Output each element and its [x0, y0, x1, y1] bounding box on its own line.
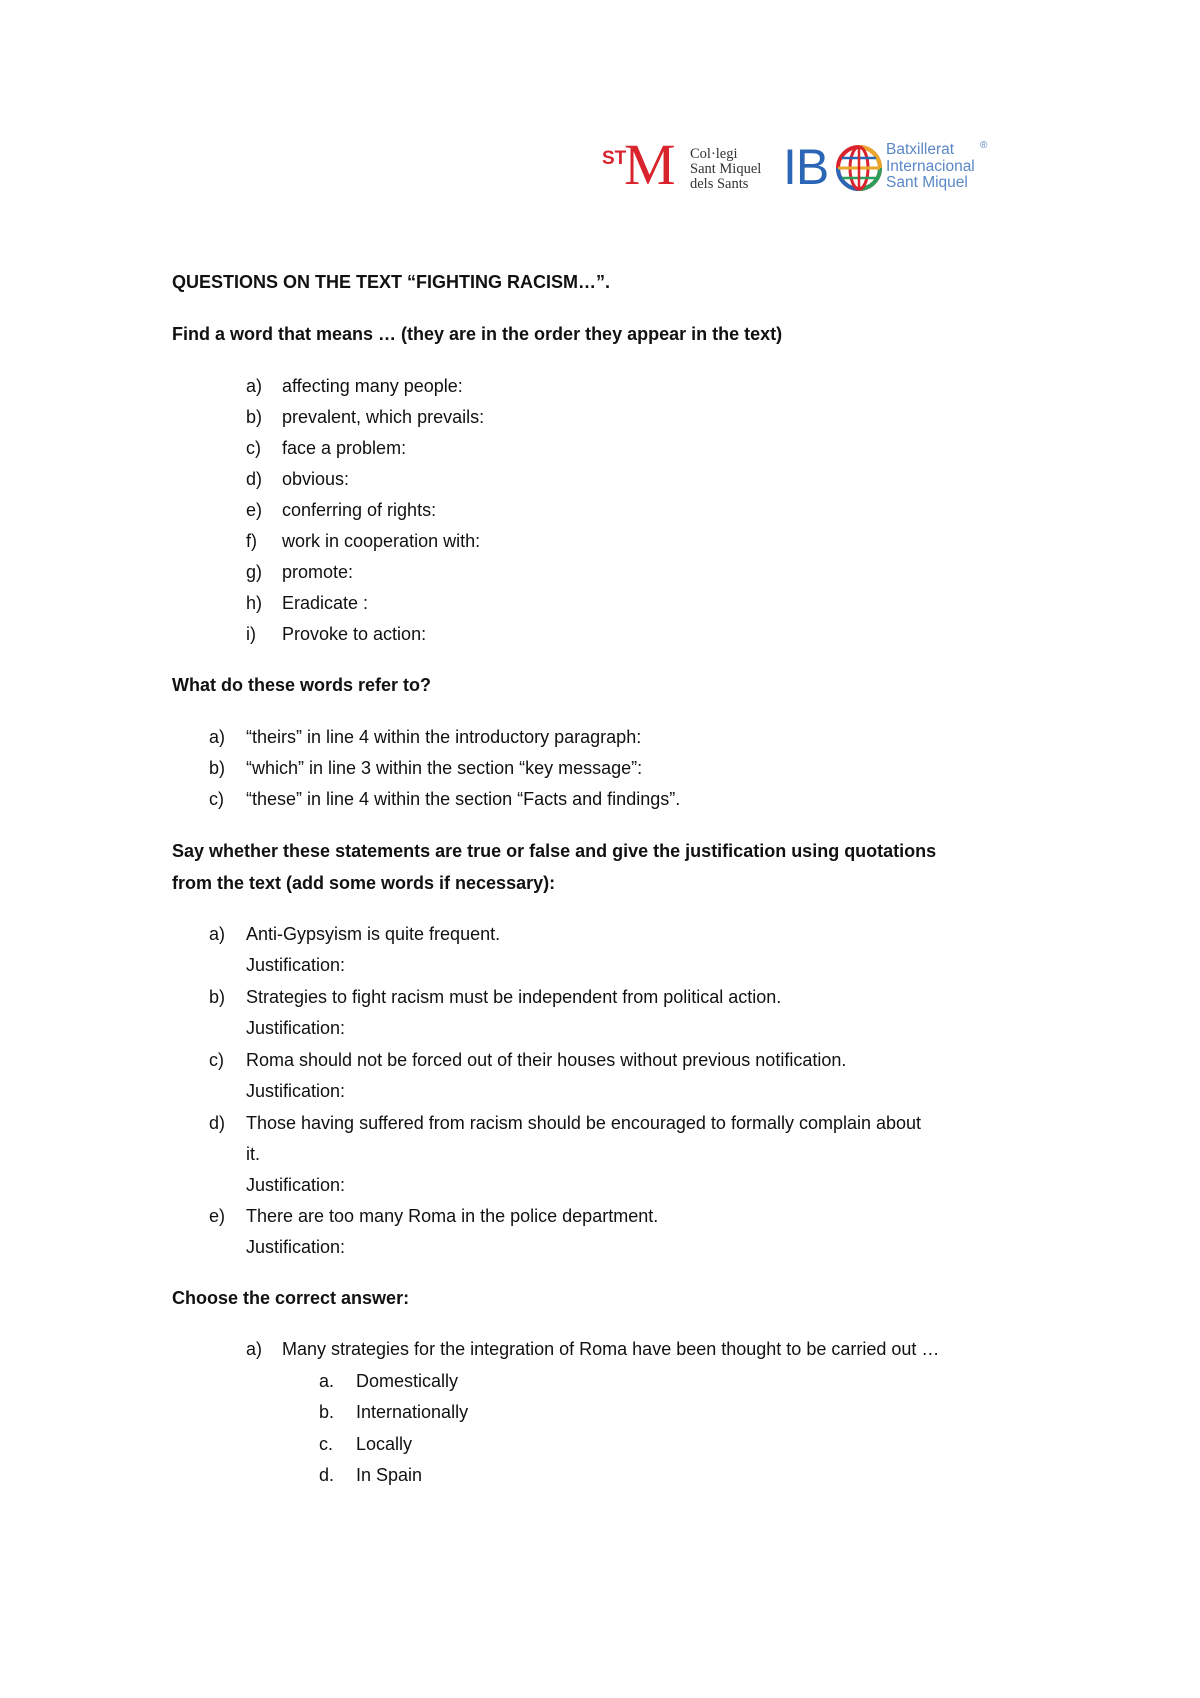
- list-marker: c): [246, 438, 261, 458]
- list-item: Anti-Gypsyism is quite frequent.: [246, 924, 501, 944]
- globe-icon: [835, 144, 883, 192]
- stm-logo-st: ST: [602, 148, 627, 169]
- section1-heading: Find a word that means … (they are in the order they appear in the text): [172, 324, 783, 344]
- section4-heading: Choose the correct answer:: [172, 1288, 410, 1308]
- ibo-logo-line2: Internacional: [886, 157, 975, 175]
- list-item: promote:: [282, 562, 354, 582]
- list-marker: g): [246, 562, 263, 582]
- list-marker: c): [209, 1050, 224, 1070]
- list-marker: d): [246, 469, 263, 489]
- list-marker: c): [209, 789, 224, 809]
- list-marker: e): [209, 1206, 226, 1226]
- list-marker: a): [209, 924, 226, 944]
- stm-logo-m: M: [624, 132, 676, 197]
- list-item: work in cooperation with:: [282, 531, 481, 551]
- question-text: Many strategies for the integration of Roma have been thought to be carried out …: [282, 1339, 940, 1359]
- list-item: Those having suffered from racism should be encouraged to formally complain about: [246, 1113, 922, 1133]
- list-item: face a problem:: [282, 438, 407, 458]
- header-logos: [600, 132, 1000, 202]
- justification-label: Justification:: [246, 955, 346, 975]
- stm-logo-line3: dels Sants: [690, 176, 749, 192]
- list-item: Provoke to action:: [282, 624, 427, 644]
- list-item: “these” in line 4 within the section “Facts and findings”.: [246, 789, 681, 809]
- option-marker: b.: [319, 1402, 335, 1422]
- list-item: obvious:: [282, 469, 350, 489]
- stm-logo: [600, 132, 765, 202]
- list-item: Eradicate :: [282, 593, 369, 613]
- list-marker: b): [209, 758, 226, 778]
- justification-label: Justification:: [246, 1175, 346, 1195]
- ibo-logo-line3: Sant Miquel: [886, 174, 968, 191]
- list-item: Roma should not be forced out of their houses without previous notification.: [246, 1050, 847, 1070]
- answer-option: Internationally: [356, 1402, 469, 1422]
- ibo-logo-text: [886, 142, 975, 192]
- ibo-logo-ib: IB: [783, 139, 829, 195]
- list-item-continuation: it.: [246, 1144, 261, 1164]
- list-item: affecting many people:: [282, 376, 463, 396]
- option-marker: c.: [319, 1434, 334, 1454]
- list-marker: b): [209, 987, 226, 1007]
- list-marker: f): [246, 531, 257, 551]
- section3-heading-line1: Say whether these statements are true or false and give the justification using quotations: [172, 841, 937, 861]
- registered-icon: ®: [980, 140, 988, 151]
- justification-label: Justification:: [246, 1018, 346, 1038]
- list-marker: a): [246, 1339, 263, 1359]
- section3-heading-line2: from the text (add some words if necessary):: [172, 873, 556, 893]
- answer-option: Domestically: [356, 1371, 459, 1391]
- list-marker: i): [246, 624, 256, 644]
- list-marker: h): [246, 593, 263, 613]
- ibo-logo-line1: Batxillerat: [886, 141, 955, 158]
- list-item: There are too many Roma in the police department.: [246, 1206, 659, 1226]
- list-item: prevalent, which prevails:: [282, 407, 485, 427]
- ibo-logo: [783, 139, 1003, 202]
- list-marker: e): [246, 500, 263, 520]
- answer-option: In Spain: [356, 1465, 423, 1485]
- page-title: QUESTIONS ON THE TEXT “FIGHTING RACISM…”.: [172, 272, 611, 292]
- list-item: Strategies to fight racism must be independent from political action.: [246, 987, 782, 1007]
- list-marker: b): [246, 407, 263, 427]
- list-marker: d): [209, 1113, 226, 1133]
- stm-logo-line1: Col·legi: [690, 146, 738, 162]
- option-marker: d.: [319, 1465, 335, 1485]
- answer-option: Locally: [356, 1434, 413, 1454]
- list-item: “which” in line 3 within the section “key message”:: [246, 758, 643, 778]
- list-marker: a): [209, 727, 226, 747]
- section2-heading: What do these words refer to?: [172, 675, 432, 695]
- justification-label: Justification:: [246, 1237, 346, 1257]
- list-marker: a): [246, 376, 263, 396]
- stm-logo-line2: Sant Miquel: [690, 161, 762, 177]
- option-marker: a.: [319, 1371, 335, 1391]
- list-item: conferring of rights:: [282, 500, 437, 520]
- list-item: “theirs” in line 4 within the introductory paragraph:: [246, 727, 642, 747]
- justification-label: Justification:: [246, 1081, 346, 1101]
- stm-logo-name: [690, 147, 761, 192]
